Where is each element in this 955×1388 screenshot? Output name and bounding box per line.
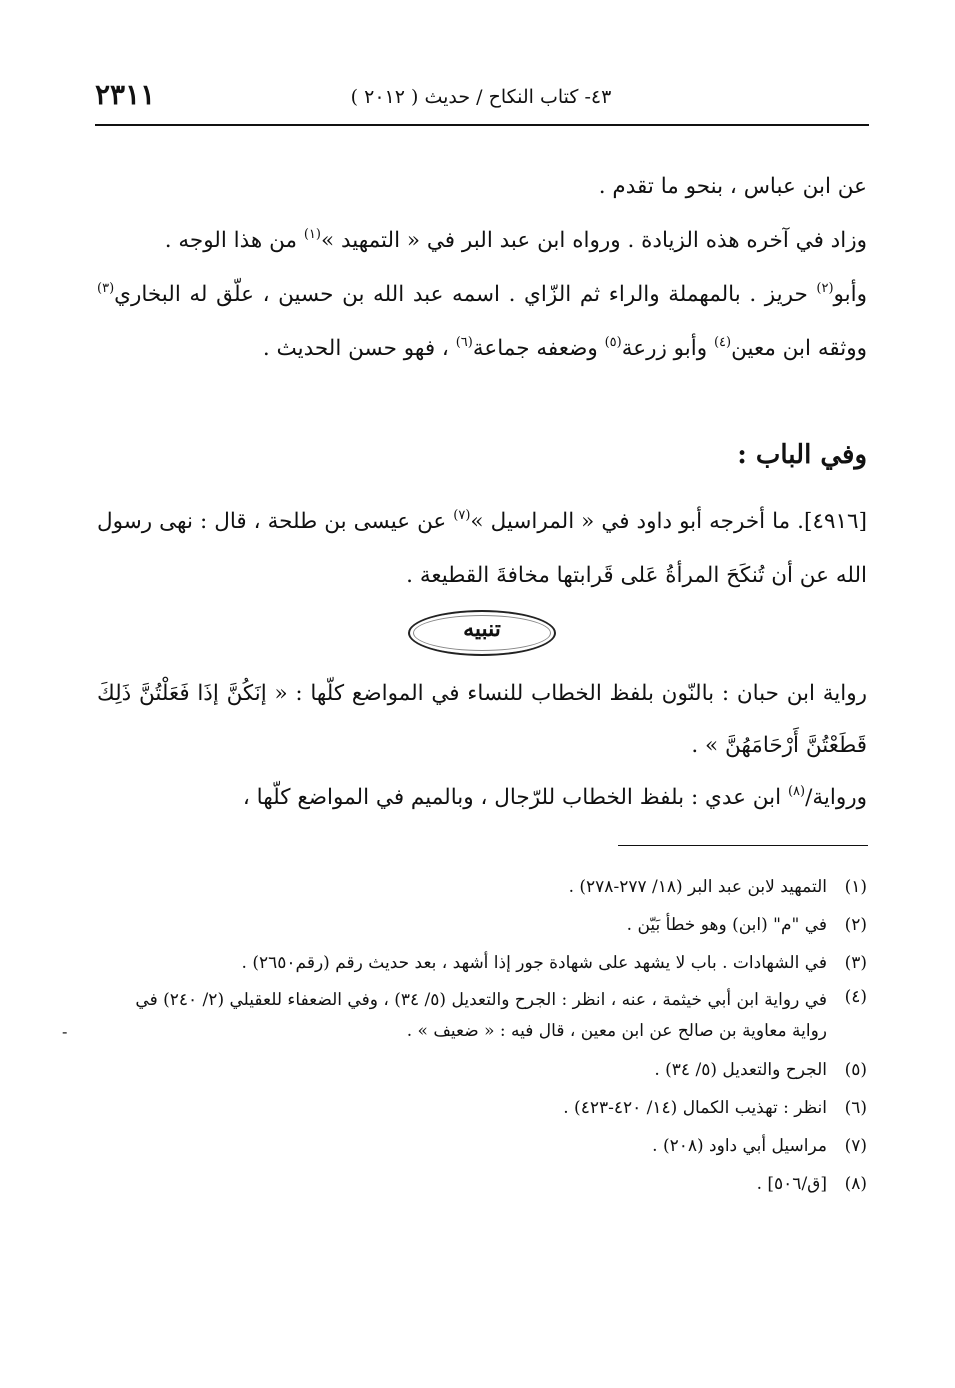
paragraph-3-text-b: حريز . بالمهملة والراء ثم الزّاي . اسمه عبد الله بن حسين ، علّق له البخاري xyxy=(114,282,817,307)
footnotes xyxy=(97,868,867,1203)
footnote-number: (١) xyxy=(844,877,867,897)
paragraph-3-text-f: ، فهو حسن الحديث . xyxy=(262,336,456,361)
footnote-number: (٨) xyxy=(844,1174,867,1194)
footnote-text: مراسيل أبي داود (٢٠٨) . xyxy=(652,1136,827,1156)
footnote-number: (٥) xyxy=(844,1060,867,1080)
notice-box xyxy=(408,610,556,656)
footnote-item xyxy=(97,944,867,982)
bab-paragraph xyxy=(97,495,867,603)
page-header xyxy=(95,78,867,118)
footnote-item xyxy=(97,982,867,1051)
footnote-item xyxy=(97,1089,867,1127)
notice-paragraph-2 xyxy=(97,772,867,824)
paragraph-3-text-c: ووثقه ابن معين xyxy=(731,336,867,361)
paragraph-2-text-a: وزاد في آخره هذه الزيادة . ورواه ابن عبد البر في « التمهيد » xyxy=(320,228,867,253)
paragraph-3-text-e: وضعفه جماعة xyxy=(472,336,605,361)
footnote-number: (٦) xyxy=(844,1098,867,1118)
footnote-ref-6[interactable]: (٦) xyxy=(455,335,473,350)
footnote-item xyxy=(97,906,867,944)
footnote-number: (٢) xyxy=(844,915,867,935)
notice-paragraph-1: رواية ابن حبان : بالنّون بلفظ الخطاب للنساء في المواضع كلّها : « إنَكُنَّ إذَا فَعَلْتُنَّ ذَلِكَ قَطَعْتُنَّ أَرْحَامَهُنَّ » . xyxy=(97,681,867,758)
paragraph-1: عن ابن عباس ، بنحو ما تقدم . xyxy=(598,174,867,199)
footnote-ref-4[interactable]: (٤) xyxy=(713,335,732,350)
notice-paragraph-2-text-a: ورواية/ xyxy=(805,785,867,810)
footnote-separator xyxy=(618,845,868,846)
margin-mark: - xyxy=(62,1022,68,1041)
footnote-ref-5[interactable]: (٥) xyxy=(604,335,622,350)
paragraph-3-text-d: وأبو زرعة xyxy=(621,336,714,361)
footnote-ref-2[interactable]: (٢) xyxy=(816,281,834,296)
page-number: ٢٣١١ xyxy=(95,78,156,111)
footnote-text: الجرح والتعديل (٥/ ٣٤) . xyxy=(654,1060,827,1080)
footnote-text: في رواية ابن أبي خيثمة ، عنه ، انظر : الجرح والتعديل (٥/ ٣٤) ، وفي الضعفاء للعقيلي (٢/ ٢٤٠) في رواية معاوية بن صالح عن ابن معين ، قال فيه : « ضعيف » . xyxy=(135,990,827,1041)
footnote-item xyxy=(97,1051,867,1089)
footnote-text: في الشهادات . باب لا يشهد على شهادة جور إذا أشهد ، بعد حديث رقم (رقم٢٦٥٠) . xyxy=(241,953,827,973)
paragraph-2-text-b: من هذا الوجه . xyxy=(164,228,304,253)
footnote-item xyxy=(97,1127,867,1165)
footnote-number: (٣) xyxy=(844,953,867,973)
footnote-number: (٤) xyxy=(844,987,867,1007)
notice-label: تنبيه xyxy=(463,616,501,642)
bab-text-b: عن عيسى بن طلحة ، قال : نهى رسول الله عن أن تُنكَحَ المرأةُ عَلى قَرابتها مخافةَ القطيعة . xyxy=(97,509,867,588)
header-rule xyxy=(95,124,869,126)
footnote-ref-1[interactable]: (١) xyxy=(303,227,321,242)
footnote-item xyxy=(97,868,867,906)
running-title: ٤٣- كتاب النكاح / حديث ( ٢٠١٢ ) xyxy=(350,86,612,108)
main-text xyxy=(97,160,867,376)
footnote-text: انظر : تهذيب الكمال (١٤/ ٤٢٠-٤٢٣) . xyxy=(563,1098,827,1118)
paragraph-2 xyxy=(97,214,867,268)
notice-paragraph-2-text-b: ابن عدي : بلفظ الخطاب للرّجال ، وبالميم في المواضع كلّها ، xyxy=(242,785,788,810)
footnote-ref-7[interactable]: (٧) xyxy=(453,508,471,523)
paragraph-3-text-a: وأبو xyxy=(833,282,867,307)
paragraph-3 xyxy=(97,268,867,376)
footnote-item xyxy=(97,1165,867,1203)
footnote-ref-8[interactable]: (٨) xyxy=(787,784,806,799)
footnote-number: (٧) xyxy=(844,1136,867,1156)
bab-text xyxy=(97,495,867,603)
section-heading: وفي الباب : xyxy=(737,440,867,470)
bab-text-a: [٤٩١٦]. ما أخرجه أبو داود في « المراسيل » xyxy=(470,509,867,534)
footnote-text: التمهيد لابن عبد البر (١٨/ ٢٧٧-٢٧٨) . xyxy=(568,877,827,897)
footnote-text: في "م" (ابن) وهو خطأ بَيّن . xyxy=(626,915,827,935)
footnote-text: [ق/٥٠٦] . xyxy=(756,1174,827,1194)
footnote-ref-3[interactable]: (٣) xyxy=(97,281,115,296)
notice-text xyxy=(97,668,867,824)
